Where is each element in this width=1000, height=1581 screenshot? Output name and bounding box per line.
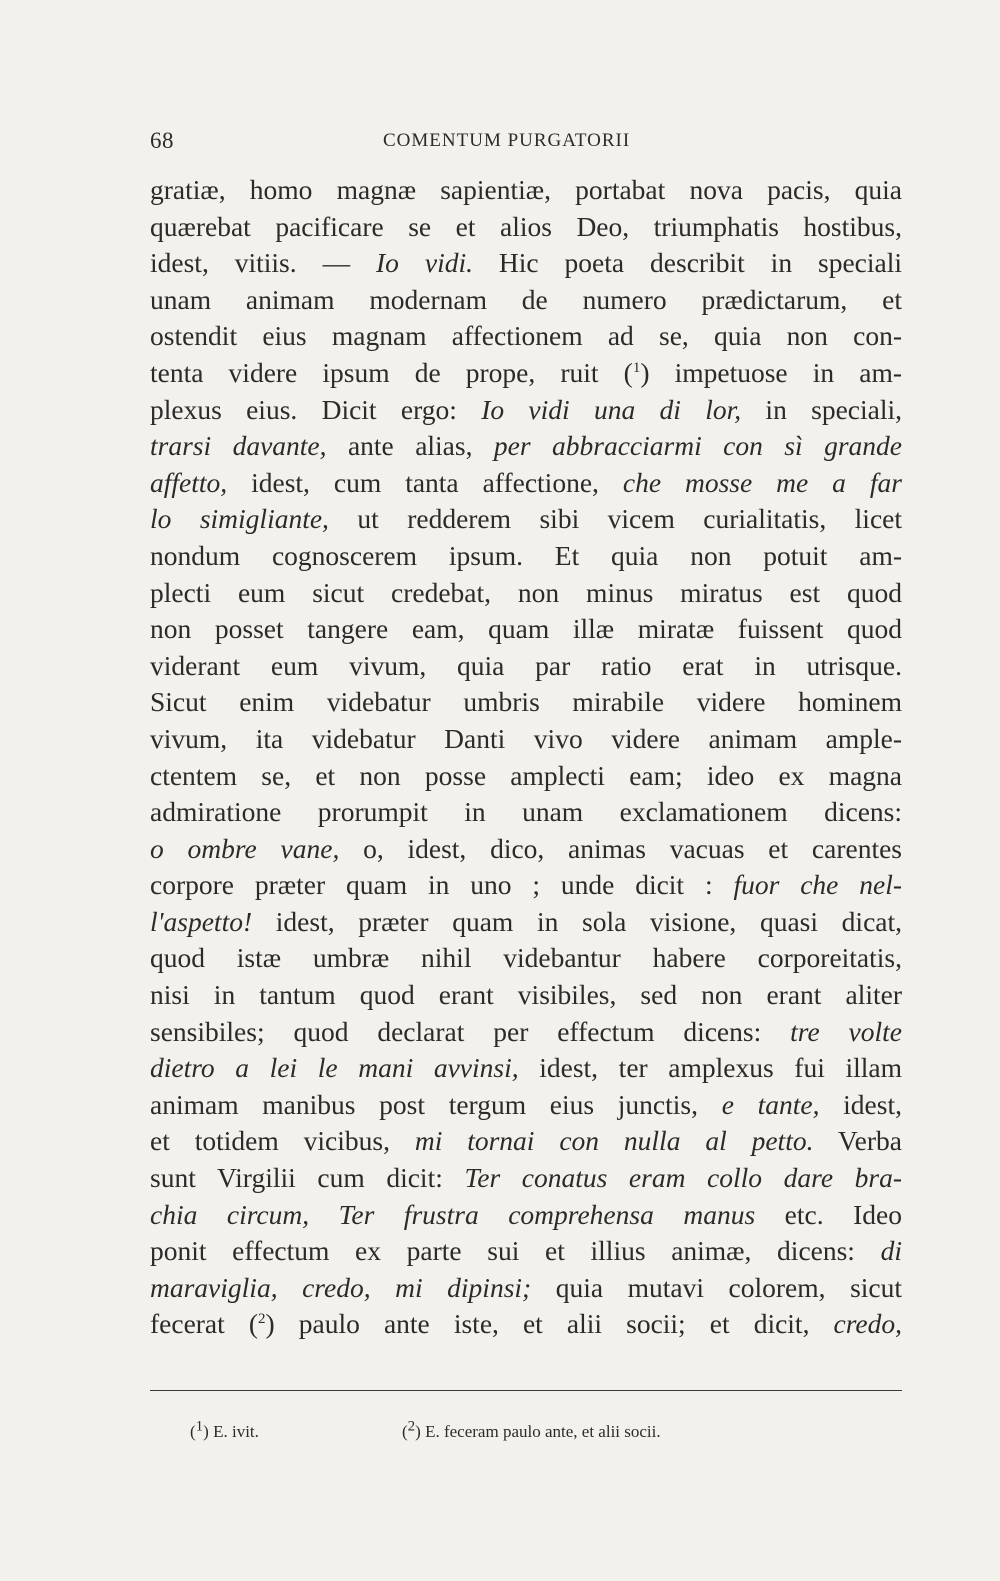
- text-run: idest,: [819, 1088, 902, 1120]
- text-run: idest, præter quam in sola visione, quasi dicat,: [252, 905, 902, 937]
- text-line: [150, 611, 902, 648]
- italic-quote: fuor che nel-: [733, 869, 902, 901]
- footnote-rule: [150, 1390, 902, 1391]
- text-run: nondum cognoscerem ipsum. Et quia non potuit am-: [150, 539, 902, 571]
- text-run: Verba: [813, 1125, 902, 1157]
- text-line: [150, 1270, 902, 1307]
- text-run: ) E. ivit.: [203, 1422, 259, 1441]
- text-line: [150, 428, 902, 465]
- italic-quote: dietro a lei le mani avvinsi,: [150, 1052, 519, 1084]
- text-run: sunt Virgilii cum dicit:: [150, 1162, 465, 1194]
- text-run: unam animam modernam de numero prædictarum, et: [150, 283, 902, 315]
- text-run: viderant eum vivum, quia par ratio erat in utrisque.: [150, 649, 902, 681]
- text-run: etc. Ideo: [755, 1198, 902, 1230]
- text-line: [150, 172, 902, 209]
- text-run: quod istæ umbræ nihil videbantur habere corporeitatis,: [150, 942, 902, 974]
- text-run: fecerat (: [150, 1308, 259, 1340]
- text-run: ctentem se, et non posse amplecti eam; ideo ex magna: [150, 759, 902, 791]
- text-line: [150, 1050, 902, 1087]
- text-run: in speciali,: [741, 393, 902, 425]
- italic-quote: tre volte: [790, 1015, 902, 1047]
- italic-quote: Io vidi.: [376, 247, 473, 279]
- italic-quote: di: [880, 1235, 902, 1267]
- text-run: animam manibus post tergum eius junctis,: [150, 1088, 722, 1120]
- text-line: [150, 209, 902, 246]
- text-run: Hic poeta describit in speciali: [472, 247, 902, 279]
- footnote-marker: 1: [195, 1418, 204, 1435]
- italic-quote: trarsi davante,: [150, 430, 327, 462]
- text-line: [150, 465, 902, 502]
- text-line: [150, 721, 902, 758]
- text-run: Sicut enim videbatur umbris mirabile videre hominem: [150, 686, 902, 718]
- text-line: [150, 575, 902, 612]
- footnote-marker: 1: [632, 359, 641, 376]
- text-run: vivum, ita videbatur Danti vivo videre animam ample-: [150, 722, 902, 754]
- text-line: [150, 1087, 902, 1124]
- text-run: (: [190, 1422, 196, 1441]
- text-line: [150, 1014, 902, 1051]
- text-line: [150, 282, 902, 319]
- text-run: admiratione prorumpit in unam exclamationem dicens:: [150, 796, 902, 828]
- text-run: plecti eum sicut credebat, non minus miratus est quod: [150, 576, 902, 608]
- text-run: et totidem vicibus,: [150, 1125, 415, 1157]
- text-run: quia mutavi colorem, sicut: [531, 1271, 903, 1303]
- footnote-marker: 2: [407, 1418, 416, 1435]
- footnote-marker: 2: [258, 1311, 266, 1328]
- text-run: non posset tangere eam, quam illæ miratæ fuissent quod: [150, 613, 902, 645]
- italic-quote: mi tornai con nulla al petto.: [414, 1125, 814, 1157]
- text-run: nisi in tantum quod erant visibiles, sed non erant aliter: [150, 979, 902, 1011]
- footnote-1: [190, 1418, 259, 1442]
- text-line: [150, 867, 902, 904]
- italic-quote: l'aspetto!: [150, 905, 253, 937]
- italic-quote: maraviglia, credo, mi dipinsi;: [150, 1271, 532, 1303]
- text-line: [150, 1160, 902, 1197]
- text-run: ostendit eius magnam affectionem ad se, quia non con-: [150, 320, 902, 352]
- text-run: ) impetuose in am-: [640, 356, 902, 388]
- text-run: corpore præter quam in uno ; unde dicit :: [150, 869, 734, 901]
- body-text: [150, 172, 902, 1343]
- text-line: [150, 318, 902, 355]
- text-run: o, idest, dico, animas vacuas et carentes: [339, 832, 902, 864]
- text-line: [150, 245, 902, 282]
- text-run: tenta videre ipsum de prope, ruit (: [150, 356, 633, 388]
- text-run: idest, ter amplexus fui illam: [518, 1052, 902, 1084]
- text-line: [150, 684, 902, 721]
- italic-quote: chia circum, Ter frustra comprehensa manus: [150, 1198, 756, 1230]
- italic-quote: e tante,: [721, 1088, 820, 1120]
- text-line: [150, 648, 902, 685]
- text-run: idest, cum tanta affectione,: [227, 466, 623, 498]
- italic-quote: o ombre vane,: [150, 832, 340, 864]
- italic-quote: lo simigliante,: [150, 503, 329, 535]
- text-line: [150, 831, 902, 868]
- text-line: [150, 1233, 902, 1270]
- text-line: [150, 538, 902, 575]
- text-run: ante alias,: [326, 430, 494, 462]
- text-run: sensibiles; quod declarat per effectum dicens:: [150, 1015, 791, 1047]
- text-run: gratiæ, homo magnæ sapientiæ, portabat nova pacis, quia: [150, 174, 902, 205]
- footnote-2: [402, 1418, 661, 1442]
- text-run: ) paulo ante iste, et alii socii; et dicit,: [265, 1308, 834, 1340]
- text-line: [150, 501, 902, 538]
- italic-quote: credo,: [833, 1308, 903, 1340]
- text-run: idest, vitiis. —: [150, 247, 377, 279]
- page-number: 68: [150, 128, 174, 153]
- text-line: [150, 794, 902, 831]
- italic-quote: Io vidi una di lor,: [481, 393, 742, 425]
- text-run: ) E. feceram paulo ante, et alii socii.: [415, 1422, 661, 1441]
- italic-quote: per abbracciarmi con sì grande: [493, 430, 902, 462]
- text-line: [150, 1306, 902, 1343]
- text-run: plexus eius. Dicit ergo:: [150, 393, 482, 425]
- text-run: (: [402, 1422, 408, 1441]
- text-line: [150, 1197, 902, 1234]
- text-line: [150, 940, 902, 977]
- text-line: [150, 904, 902, 941]
- text-line: [150, 392, 902, 429]
- italic-quote: affetto,: [150, 466, 228, 498]
- italic-quote: che mosse me a far: [622, 466, 902, 498]
- text-run: ut redderem sibi vicem curialitatis, licet: [328, 503, 902, 535]
- text-line: [150, 1123, 902, 1160]
- text-line: [150, 355, 902, 392]
- italic-quote: Ter conatus eram collo dare bra-: [464, 1162, 902, 1194]
- text-run: ponit effectum ex parte sui et illius animæ, dicens:: [150, 1235, 881, 1267]
- text-run: quærebat pacificare se et alios Deo, triumphatis hostibus,: [150, 210, 902, 242]
- running-title: COMENTUM PURGATORII: [383, 130, 631, 151]
- text-line: [150, 758, 902, 795]
- text-line: [150, 977, 902, 1014]
